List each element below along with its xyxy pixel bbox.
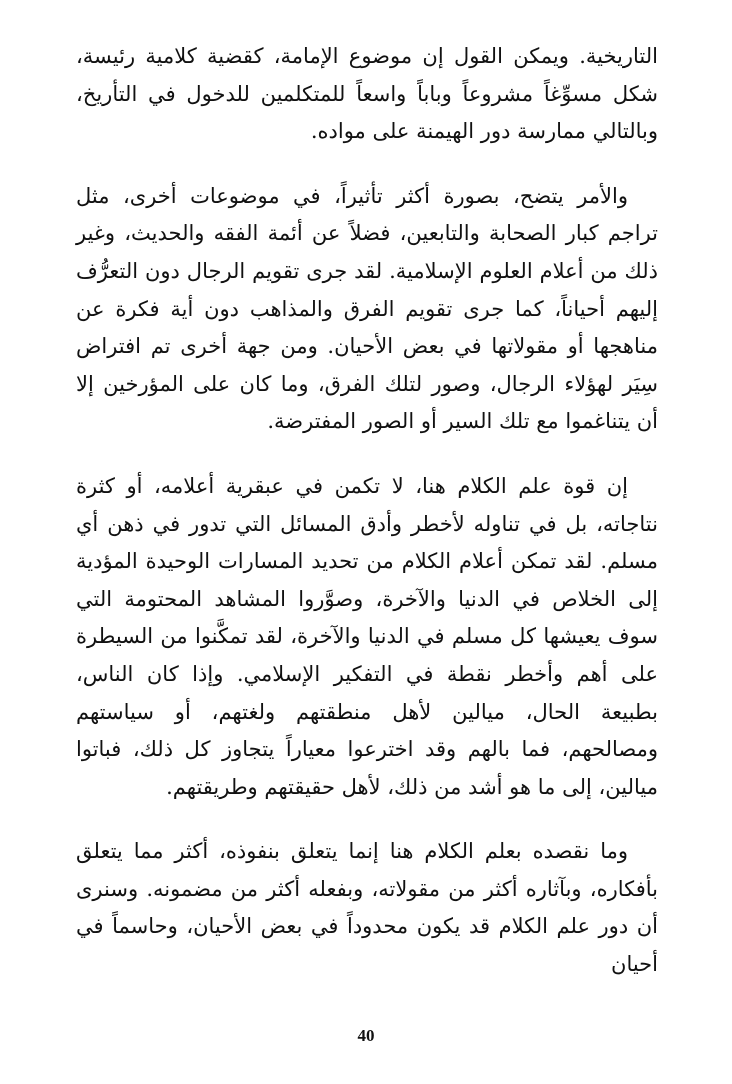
paragraph-1: التاريخية. ويمكن القول إن موضوع الإمامة، كقضية كلامية رئيسة، شكل مسوِّغاً مشروعاً وباباً واسعاً للمتكلمين للدخول في التأريخ، وبالتالي ممارسة دور الهيمنة على مواده.	[76, 44, 658, 144]
paragraph-2: والأمر يتضح، بصورة أكثر تأثيراً، في موضوعات أخرى، مثل تراجم كبار الصحابة والتابعين، فضلاً عن أئمة الفقه والحديث، وغير ذلك من أعلام العلوم الإسلامية. لقد جرى تقويم الرجال دون التعرُّف إليهم أحياناً، كما جرى تقويم الفرق والمذاهب دون أية فكرة عن مناهجها أو مقولاتها في بعض الأحيان. ومن جهة أخرى تم افتراض سِيَر لهؤلاء الرجال، وصور لتلك الفرق، وما كان على المؤرخين إلا أن يتناغموا مع تلك السير أو الصور المفترضة.	[76, 183, 658, 434]
paragraph-4: وما نقصده بعلم الكلام هنا إنما يتعلق بنفوذه، أكثر مما يتعلق بأفكاره، وبآثاره أكثر من مقولاته، وبفعله أكثر من مضمونه. وسنرى أن دور علم الكلام قد يكون محدوداً في بعض الأحيان، وحاسماً في أحيان	[76, 839, 658, 977]
paragraph-3: إن قوة علم الكلام هنا، لا تكمن في عبقرية أعلامه، أو كثرة نتاجاته، بل في تناوله لأخطر وأدق المسائل التي تدور في ذهن أي مسلم. لقد تمكن أعلام الكلام من تحديد المسارات الوحيدة المؤدية إلى الخلاص في الدنيا والآخرة، وصوَّروا المشاهد المحتومة التي سوف يعيشها كل مسلم في الدنيا والآخرة، لقد تمكَّنوا من السيطرة على أهم وأخطر نقطة في التفكير الإسلامي. وإذا كان الناس، بطبيعة الحال، ميالين لأهل منطقتهم ولغتهم، أو سياستهم ومصالحهم، فما بالهم وقد اخترعوا معياراً يتجاوز كل ذلك، فباتوا ميالين، إلى ما هو أشد من ذلك، لأهل حقيقتهم وطريقتهم.	[76, 473, 658, 799]
document-body	[76, 38, 658, 1011]
page-number: 40	[357, 1026, 375, 1045]
